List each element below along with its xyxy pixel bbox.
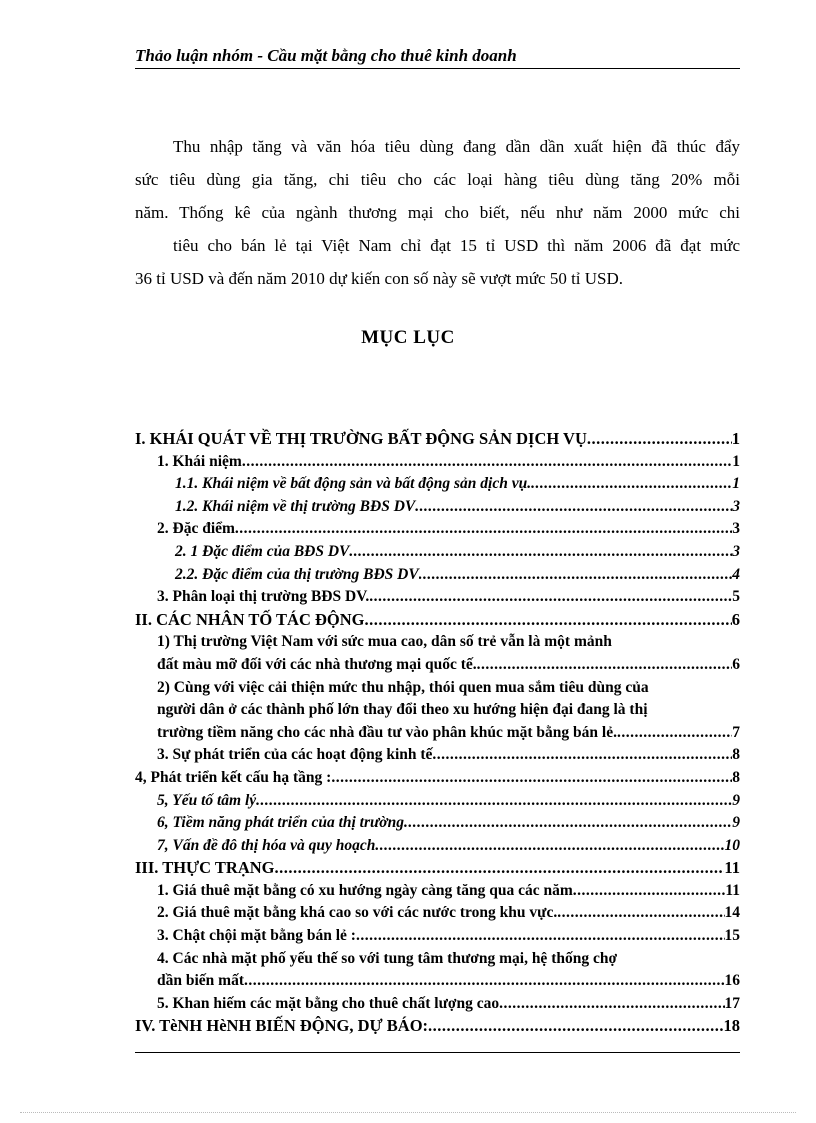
toc-page-number: 3	[732, 497, 740, 515]
table-of-contents	[135, 428, 740, 1038]
toc-leader-dots	[235, 518, 732, 541]
toc-leader-dots	[244, 970, 725, 993]
toc-entry-text: 4, Phát triển kết cấu hạ tầng :	[135, 768, 332, 786]
toc-leader-dots	[365, 609, 732, 632]
toc-entry-text: 6, Tiềm năng phát triển của thị trường	[157, 814, 404, 832]
toc-entry[interactable]	[135, 451, 740, 474]
toc-entry-text: 7, Vấn đề đô thị hóa và quy hoạch	[157, 836, 376, 854]
toc-page-number: 7	[732, 723, 740, 741]
toc-leader-dots	[419, 564, 733, 587]
toc-entry-text: 3. Sự phát triển của các hoạt động kinh tế	[157, 746, 433, 764]
toc-entry[interactable]	[135, 586, 740, 609]
toc-entry-text: 2. Đặc điểm	[157, 520, 235, 538]
toc-leader-dots	[404, 812, 732, 835]
toc-entry[interactable]	[135, 428, 740, 451]
toc-leader-dots	[432, 744, 732, 767]
toc-entry-text: 1) Thị trường Việt Nam với sức mua cao, dân số trẻ vẫn là một mảnh	[157, 633, 612, 651]
header-title: Thảo luận nhóm - Cầu mặt bằng cho thuê kinh doanh	[135, 46, 517, 65]
toc-page-number: 18	[723, 1016, 740, 1036]
toc-leader-dots	[331, 767, 732, 790]
toc-leader-dots	[617, 722, 732, 745]
toc-entry[interactable]	[135, 812, 740, 835]
toc-entry[interactable]	[135, 609, 740, 632]
toc-entry[interactable]	[135, 496, 740, 519]
toc-entry[interactable]	[135, 767, 740, 790]
intro-line: sức tiêu dùng gia tăng, chi tiêu cho các loại hàng tiêu dùng tăng 20% mỗi	[135, 170, 740, 189]
toc-page-number: 9	[732, 791, 740, 809]
page-bottom-border	[20, 1112, 796, 1113]
toc-entry-text: 5, Yếu tố tâm lý	[157, 791, 257, 809]
toc-page-number: 9	[732, 814, 740, 832]
toc-page-number: 5	[732, 588, 740, 606]
intro-line: 36 tỉ USD và đến năm 2010 dự kiến con số này sẽ vượt mức 50 tỉ USD.	[135, 269, 624, 288]
intro-line: tiêu cho bán lẻ tại Việt Nam chỉ đạt 15 tỉ USD thì năm 2006 đã đạt mức	[173, 236, 740, 255]
toc-entry[interactable]	[135, 473, 740, 496]
toc-leader-dots	[242, 451, 732, 474]
toc-leader-dots	[256, 790, 732, 813]
toc-entry-text: 2) Cùng với việc cải thiện mức thu nhập, thói quen mua sắm tiêu dùng của	[157, 678, 649, 696]
toc-page-number: 3	[732, 520, 740, 538]
toc-entry-text: dần biến mất	[157, 972, 244, 990]
toc-entry[interactable]	[135, 631, 740, 676]
toc-page-number: 6	[731, 609, 740, 629]
toc-leader-dots	[557, 902, 724, 925]
toc-leader-dots	[375, 835, 724, 858]
intro-line: năm. Thống kê của ngành thương mại cho biết, nếu như năm 2000 mức chi	[135, 203, 740, 222]
toc-entry-text: 2. 1 Đặc điểm của BĐS DV	[175, 542, 350, 560]
toc-entry-text: II. CÁC NHÂN TỐ TÁC ĐỘNG	[135, 609, 365, 629]
toc-leader-dots	[587, 428, 732, 451]
toc-entry-text: 1.2. Khái niệm về thị trường BĐS DV	[175, 497, 416, 515]
footer-rule	[135, 1052, 740, 1053]
toc-entry[interactable]	[135, 564, 740, 587]
toc-entry-text: người dân ở các thành phố lớn thay đổi theo xu hướng hiện đại đang là thị	[157, 701, 648, 719]
toc-entry[interactable]	[135, 518, 740, 541]
toc-entry[interactable]	[135, 541, 740, 564]
toc-leader-dots	[369, 586, 732, 609]
intro-line: Thu nhập tăng và văn hóa tiêu dùng đang dần dần xuất hiện đã thúc đẩy	[173, 137, 740, 156]
toc-page-number: 1	[732, 475, 740, 493]
toc-entry[interactable]	[135, 857, 740, 880]
toc-page-number: 6	[732, 655, 740, 673]
toc-page-number: 1	[732, 452, 740, 470]
toc-entry[interactable]	[135, 948, 740, 993]
header-rule	[135, 68, 740, 69]
toc-page-number: 8	[732, 746, 740, 764]
toc-entry-text: 5. Khan hiếm các mặt bằng cho thuê chất lượng cao	[157, 994, 500, 1012]
toc-leader-dots	[349, 541, 732, 564]
toc-entry[interactable]	[135, 902, 740, 925]
toc-entry[interactable]	[135, 925, 740, 948]
toc-leader-dots	[499, 993, 724, 1016]
toc-entry-text: 1.1. Khái niệm về bất động sản và bất động sản dịch vụ.	[175, 475, 532, 493]
toc-entry-text: I. KHÁI QUÁT VỀ THỊ TRƯỜNG BẤT ĐỘNG SẢN DỊCH VỤ	[135, 429, 587, 448]
toc-title: MỤC LỤC	[361, 327, 455, 348]
toc-page-number: 8	[732, 768, 740, 786]
toc-entry[interactable]	[135, 744, 740, 767]
toc-entry-text: 2. Giá thuê mặt bằng khá cao so với các nước trong khu vực.	[157, 904, 558, 922]
toc-leader-dots	[428, 1015, 723, 1038]
toc-leader-dots	[531, 473, 732, 496]
toc-leader-dots	[415, 496, 732, 519]
toc-leader-dots	[477, 654, 733, 677]
toc-page-number: 17	[724, 994, 740, 1012]
toc-page-number: 11	[725, 881, 740, 899]
toc-page-number: 10	[724, 836, 740, 854]
toc-page-number: 16	[724, 972, 740, 990]
toc-entry[interactable]	[135, 880, 740, 903]
toc-page-number: 4	[732, 565, 740, 583]
toc-page-number: 3	[732, 542, 740, 560]
toc-entry[interactable]	[135, 993, 740, 1016]
toc-page-number: 1	[731, 429, 740, 448]
intro-paragraph	[135, 130, 740, 295]
toc-page-number: 14	[724, 904, 740, 922]
toc-entry-text: 1. Khái niệm	[157, 452, 242, 470]
toc-entry-text: 3. Phân loại thị trường BĐS DV.	[157, 588, 370, 606]
toc-entry-text: 2.2. Đặc điểm của thị trường BĐS DV	[175, 565, 419, 583]
toc-page-number: 11	[724, 858, 740, 878]
toc-entry[interactable]	[135, 835, 740, 858]
toc-entry-text: 1. Giá thuê mặt bằng có xu hướng ngày càng tăng qua các năm	[157, 881, 573, 899]
toc-leader-dots	[573, 880, 726, 903]
toc-entry[interactable]	[135, 790, 740, 813]
toc-entry[interactable]	[135, 1015, 740, 1038]
toc-entry-text: III. THỰC TRẠNG	[135, 858, 275, 878]
toc-entry-text: IV. TèNH HèNH BIẾN ĐỘNG, DỰ BÁO:	[135, 1016, 429, 1036]
toc-entry-text: đất màu mỡ đối với các nhà thương mại quốc tế.	[157, 655, 477, 673]
toc-leader-dots	[356, 925, 725, 948]
toc-page-number: 15	[724, 927, 740, 945]
toc-entry[interactable]	[135, 677, 740, 745]
toc-entry-text: 3. Chật chội mặt bằng bán lẻ :	[157, 927, 356, 945]
toc-leader-dots	[275, 857, 725, 880]
toc-entry-text: 4. Các nhà mặt phố yếu thế so với tung tâm thương mại, hệ thống chợ	[157, 949, 618, 967]
toc-entry-text: trường tiềm năng cho các nhà đầu tư vào phân khúc mặt bằng bán lẻ.	[157, 723, 617, 741]
